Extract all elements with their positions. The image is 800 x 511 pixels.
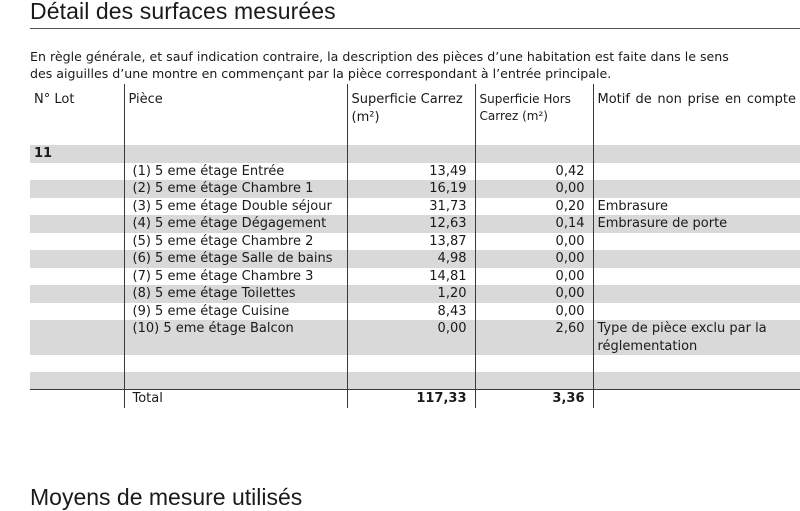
row-carrez: 14,81 [347, 268, 475, 286]
row-motif: Type de pièce exclu par la réglementation [593, 320, 800, 355]
section-title: Détail des surfaces mesurées [30, 0, 800, 29]
row-motif [593, 285, 800, 303]
row-piece: (1) 5 eme étage Entrée [124, 163, 347, 181]
row-lot [30, 163, 124, 181]
table-row [30, 180, 800, 198]
row-carrez: 1,20 [347, 285, 475, 303]
row-hors-carrez: 2,60 [475, 320, 593, 355]
row-carrez: 16,19 [347, 180, 475, 198]
header-lot: N° Lot [30, 84, 124, 145]
row-lot [30, 198, 124, 216]
table-row [30, 303, 800, 321]
lot-row [30, 145, 800, 163]
row-piece: (8) 5 eme étage Toilettes [124, 285, 347, 303]
header-piece: Pièce [124, 84, 347, 145]
total-carrez: 117,33 [347, 390, 475, 408]
lot-number: 11 [30, 145, 124, 163]
total-label: Total [124, 390, 347, 408]
row-hors-carrez: 0,00 [475, 268, 593, 286]
row-carrez: 4,98 [347, 250, 475, 268]
row-motif [593, 268, 800, 286]
row-piece: (9) 5 eme étage Cuisine [124, 303, 347, 321]
row-piece: (4) 5 eme étage Dégagement [124, 215, 347, 233]
table-row [30, 163, 800, 181]
blank-row [30, 355, 800, 372]
row-lot [30, 285, 124, 303]
row-hors-carrez: 0,00 [475, 180, 593, 198]
row-piece: (10) 5 eme étage Balcon [124, 320, 347, 355]
table-row [30, 268, 800, 286]
blank-row [30, 372, 800, 390]
table-header-row [30, 84, 800, 145]
table-row [30, 198, 800, 216]
intro-line-2: des aiguilles d’une montre en commençant par la pièce correspondant à l’entrée principale. [30, 66, 612, 81]
row-motif [593, 180, 800, 198]
row-carrez: 8,43 [347, 303, 475, 321]
row-lot [30, 233, 124, 251]
row-motif: Embrasure de porte [593, 215, 800, 233]
table-row [30, 320, 800, 355]
header-hors-carrez: Superficie Hors Carrez (m²) [475, 84, 593, 145]
row-carrez: 0,00 [347, 320, 475, 355]
row-piece: (2) 5 eme étage Chambre 1 [124, 180, 347, 198]
row-piece: (5) 5 eme étage Chambre 2 [124, 233, 347, 251]
row-lot [30, 320, 124, 355]
row-motif: Embrasure [597, 198, 669, 214]
row-motif [593, 233, 800, 251]
row-carrez: 12,63 [347, 215, 475, 233]
intro-line-1: En règle générale, et sauf indication contraire, la description des pièces d’une habitation est faite dans le sens [30, 49, 729, 64]
row-carrez: 31,73 [347, 198, 475, 216]
header-motif: Motif de non prise en compte [597, 92, 796, 107]
row-lot [30, 180, 124, 198]
table-row [30, 233, 800, 251]
surfaces-table [30, 84, 800, 408]
table-row [30, 285, 800, 303]
row-carrez: 13,87 [347, 233, 475, 251]
table-row [30, 250, 800, 268]
row-piece: (6) 5 eme étage Salle de bains [124, 250, 347, 268]
row-hors-carrez: 0,00 [475, 303, 593, 321]
row-hors-carrez: 0,20 [475, 198, 593, 216]
row-hors-carrez: 0,14 [475, 215, 593, 233]
row-motif [593, 250, 800, 268]
row-hors-carrez: 0,00 [475, 285, 593, 303]
intro-paragraph [30, 48, 800, 82]
row-lot [30, 303, 124, 321]
row-lot [30, 215, 124, 233]
row-motif [593, 303, 800, 321]
row-hors-carrez: 0,42 [475, 163, 593, 181]
row-motif [593, 163, 800, 181]
row-carrez: 13,49 [347, 163, 475, 181]
total-hors-carrez: 3,36 [475, 390, 593, 408]
row-piece: (7) 5 eme étage Chambre 3 [124, 268, 347, 286]
header-carrez: Superficie Carrez (m²) [347, 84, 475, 145]
row-hors-carrez: 0,00 [475, 233, 593, 251]
row-piece: (3) 5 eme étage Double séjour [124, 198, 347, 216]
table-row [30, 215, 800, 233]
row-hors-carrez: 0,00 [475, 250, 593, 268]
next-section-title: Moyens de mesure utilisés [30, 484, 303, 510]
row-lot [30, 268, 124, 286]
total-row [30, 390, 800, 408]
row-lot [30, 250, 124, 268]
